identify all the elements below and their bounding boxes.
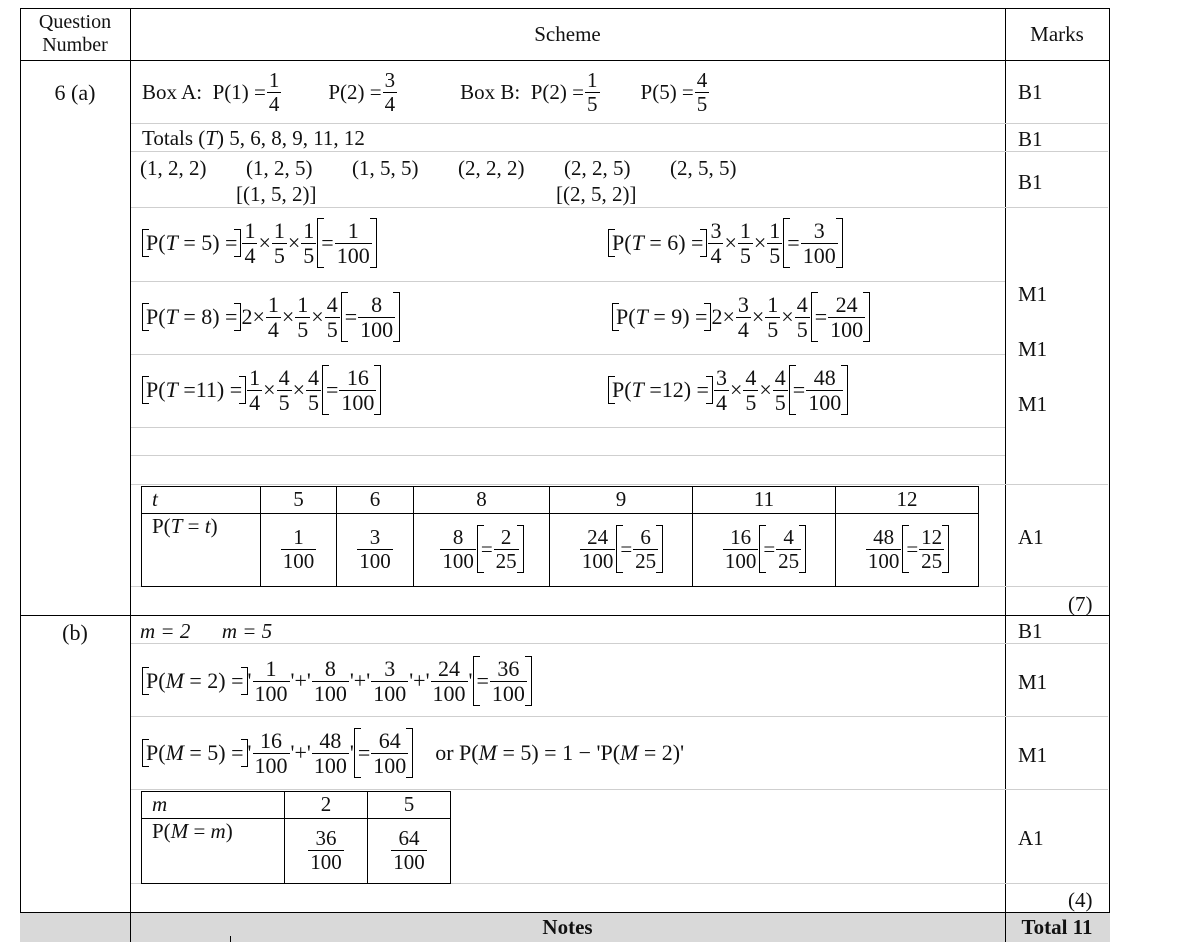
factor-fraction: $\frac{1}{4}$ [249, 365, 261, 415]
plus-sign: '+ [409, 668, 426, 693]
question-number-header: Question Number [38, 11, 112, 56]
quote: ' [306, 740, 311, 765]
times-sign: × [258, 230, 271, 255]
term-fraction: $\frac{16}{100}$ [254, 728, 288, 778]
simplified-fraction: $\frac{4}{25}$ [778, 525, 800, 573]
prob-prefix: 2× [241, 304, 265, 329]
table-border-right [1109, 8, 1110, 942]
table-cell: 5 [261, 487, 337, 514]
table-cell [414, 514, 550, 587]
plus-sign: '+ [290, 668, 307, 693]
factor-fraction: $\frac{1}{5}$ [273, 218, 285, 268]
simplified-fraction: $\frac{12}{25}$ [921, 525, 943, 573]
equals-sign: = [480, 536, 493, 561]
mark-a7: A1 [1018, 525, 1044, 549]
outcome-2: (1, 2, 5) [246, 156, 313, 180]
p2-fraction: $\frac{3}{4}$ [384, 68, 396, 116]
simplified-bracket [477, 525, 524, 572]
term-fraction: $\frac{24}{100}$ [432, 656, 466, 706]
mark-b1: B1 [1018, 619, 1043, 643]
simplified-bracket [616, 525, 663, 572]
factor-fraction: $\frac{4}{5}$ [774, 365, 786, 415]
pb2-fraction: $\frac{1}{5}$ [587, 68, 598, 116]
row-sep [131, 789, 1108, 790]
times-sign: × [311, 304, 324, 329]
prob-label-bracket [608, 229, 707, 257]
prob-line-1 [142, 210, 377, 276]
table-cell: 8 [414, 487, 550, 514]
p2-label: P(2) = [328, 79, 382, 104]
notes-bar-top [20, 912, 1110, 913]
table-cell: 2 [285, 792, 368, 819]
factor-fraction: $\frac{1}{5}$ [739, 218, 751, 268]
prob-fraction: $\frac{8}{100}$ [442, 525, 474, 573]
scheme-header: Scheme [534, 22, 601, 46]
simplified-fraction: $\frac{6}{25}$ [635, 525, 657, 573]
row-sep [131, 455, 1005, 456]
prob-fraction: $\frac{48}{100}$ [867, 525, 900, 573]
prob-label: P(T = 9) = [616, 304, 708, 329]
part-b-label: (b) [62, 620, 88, 645]
prob-fraction: $\frac{36}{100}$ [310, 826, 342, 874]
factor-fraction: $\frac{4}{5}$ [796, 292, 808, 342]
simplified-fraction: $\frac{2}{25}$ [495, 525, 517, 573]
table-cell: 9 [550, 487, 693, 514]
factor-fraction: $\frac{1}{5}$ [303, 218, 315, 268]
times-sign: × [263, 377, 276, 402]
mark-b4: A1 [1018, 826, 1044, 850]
factor-fraction: $\frac{4}{5}$ [278, 365, 290, 415]
outcome-5: (2, 2, 5) [564, 156, 631, 180]
mark-a2: B1 [1018, 127, 1043, 151]
prob-label: P(M = 2) = [146, 668, 244, 693]
prob-line-2 [608, 210, 843, 276]
equals-sign: = [321, 230, 334, 255]
row-sep [131, 123, 1108, 124]
table-divider-marks [1005, 8, 1006, 942]
quote: ' [425, 668, 430, 693]
plus-sign: '+ [290, 740, 307, 765]
result-bracket [783, 218, 842, 267]
row-sep [131, 643, 1108, 644]
mark-a4: M1 [1018, 282, 1048, 306]
table-header-cell: P(M = m) [142, 819, 285, 884]
result-bracket [811, 292, 870, 341]
box-a-label: Box A: [142, 79, 203, 104]
box-probabilities [142, 64, 710, 120]
equals-sign: = [357, 740, 371, 765]
distribution-table-m [141, 791, 451, 884]
mark-a1: B1 [1018, 80, 1043, 104]
prob-fraction: $\frac{16}{100}$ [724, 525, 757, 573]
times-sign: × [292, 377, 305, 402]
notes-label: Notes [542, 915, 593, 939]
times-sign: × [751, 304, 765, 329]
totals-line: Totals ( T ) 5, 6, 8, 9, 11, 12 [142, 126, 365, 150]
term-fraction: $\frac{48}{100}$ [313, 728, 347, 778]
equals-sign: = [325, 377, 339, 402]
prob-fraction: $\frac{3}{100}$ [359, 525, 391, 573]
total-marks: Total 11 [1021, 915, 1093, 939]
factor-fraction: $\frac{1}{4}$ [244, 218, 256, 268]
table-cell: 11 [693, 487, 836, 514]
table-cell [836, 514, 979, 587]
row-sep [131, 716, 1108, 717]
prob-line-4 [612, 284, 870, 350]
row-sep [131, 151, 1108, 152]
equals-sign: = [620, 536, 633, 561]
mark-a5: M1 [1018, 337, 1048, 361]
table-cell [550, 514, 693, 587]
pm2-line [142, 648, 532, 714]
equals-sign: = [792, 377, 806, 402]
row-sep [131, 354, 1005, 355]
result-fraction: $\frac{1}{100}$ [336, 218, 370, 268]
prob-label: P(T = 5) = [146, 230, 238, 255]
table-border-top [20, 8, 1110, 9]
simplified-bracket [759, 525, 806, 572]
table-divider-scheme [130, 8, 131, 942]
mark-b2: M1 [1018, 670, 1048, 694]
table-row [142, 514, 979, 587]
result-bracket [354, 728, 413, 777]
row-sep [131, 281, 1005, 282]
row-sep [131, 484, 1108, 485]
table-cell: 6 [337, 487, 414, 514]
table-cell: 12 [836, 487, 979, 514]
table-cell [261, 514, 337, 587]
quote: ' [366, 668, 371, 693]
prob-fraction: $\frac{64}{100}$ [393, 826, 425, 874]
mark-b3: M1 [1018, 743, 1048, 767]
equals-sign: = [814, 304, 828, 329]
equals-sign: = [906, 536, 919, 561]
simplified-bracket [902, 525, 949, 572]
pm5-line [142, 720, 684, 786]
factor-fraction: $\frac{4}{5}$ [745, 365, 757, 415]
prob-line-5 [142, 357, 381, 423]
times-sign: × [724, 230, 737, 255]
prob-fraction: $\frac{1}{100}$ [282, 525, 315, 573]
table-border-left [20, 8, 21, 942]
result-bracket [473, 656, 532, 705]
table-row [142, 487, 979, 514]
factor-fraction: $\frac{1}{5}$ [767, 292, 779, 342]
prob-label-bracket [612, 303, 711, 331]
plus-sign: ' [468, 668, 473, 693]
outcome-4: (2, 2, 2) [458, 156, 525, 180]
outcome-alt-2: [(2, 5, 2)] [556, 182, 637, 206]
p1-fraction: $\frac{1}{4}$ [268, 68, 280, 116]
result-fraction: $\frac{36}{100}$ [491, 656, 525, 706]
prob-label: P(T = 6) = [612, 230, 704, 255]
plus-sign: ' [349, 740, 354, 765]
table-cell [368, 819, 451, 884]
prob-label: P(T = 8) = [146, 304, 238, 329]
times-sign: × [281, 304, 295, 329]
factor-fraction: $\frac{4}{5}$ [307, 365, 319, 415]
prob-prefix: 2× [711, 304, 735, 329]
table-header-cell: m [142, 792, 285, 819]
table-cell [285, 819, 368, 884]
distribution-table-t [141, 486, 979, 587]
factor-fraction: $\frac{3}{4}$ [737, 292, 749, 342]
prob-label-bracket [142, 229, 241, 257]
marks-header: Marks [1030, 22, 1084, 46]
outcome-alt-1: [(1, 5, 2)] [236, 182, 317, 206]
mark-a3: B1 [1018, 170, 1043, 194]
result-fraction: $\frac{16}{100}$ [341, 365, 375, 415]
result-fraction: $\frac{24}{100}$ [830, 292, 864, 342]
factor-fraction: $\frac{4}{5}$ [326, 292, 338, 342]
result-bracket [341, 292, 400, 341]
factor-fraction: $\frac{3}{4}$ [715, 365, 727, 415]
prob-label: P(T =12) = [612, 377, 709, 402]
prob-label-bracket [142, 739, 248, 767]
result-bracket [789, 365, 848, 414]
result-fraction: $\frac{48}{100}$ [808, 365, 842, 415]
subtotal-a: (7) [1068, 592, 1093, 616]
table-cell [337, 514, 414, 587]
alternative-method: or P(M = 5) = 1 − 'P(M = 2)' [435, 740, 685, 765]
m-values: m = 2 m = 5 [140, 619, 273, 643]
quote: ' [247, 668, 252, 693]
times-sign: × [729, 377, 743, 402]
part-a-label: 6 (a) [54, 80, 96, 105]
table-header-cell: P(T = t) [142, 514, 261, 587]
plus-sign: '+ [349, 668, 367, 693]
part-divider [20, 615, 1110, 616]
times-sign: × [287, 230, 301, 255]
result-bracket [317, 218, 376, 267]
header-rule [20, 60, 1110, 61]
result-fraction: $\frac{8}{100}$ [360, 292, 394, 342]
pb5-label: P(5) = [640, 79, 694, 104]
times-sign: × [759, 377, 772, 402]
term-fraction: $\frac{1}{100}$ [254, 656, 288, 706]
pb5-fraction: $\frac{4}{5}$ [696, 68, 708, 116]
result-fraction: $\frac{64}{100}$ [373, 728, 407, 778]
quote: ' [306, 668, 311, 693]
prob-label: P(T =11) = [146, 377, 243, 402]
term-fraction: $\frac{8}{100}$ [313, 656, 347, 706]
prob-label-bracket [142, 667, 248, 695]
table-row [142, 792, 451, 819]
prob-label-bracket [142, 303, 241, 331]
table-header-cell: t [142, 487, 261, 514]
p1-label: P(1) = [212, 79, 266, 104]
equals-sign: = [787, 230, 800, 255]
prob-label-bracket [142, 376, 246, 404]
row-sep [131, 207, 1108, 208]
result-bracket [322, 365, 381, 414]
mark-a6: M1 [1018, 392, 1048, 416]
pb2-label: P(2) = [530, 79, 585, 104]
prob-label-bracket [608, 376, 713, 404]
table-row [142, 819, 451, 884]
table-cell [693, 514, 836, 587]
equals-sign: = [476, 668, 489, 693]
factor-fraction: $\frac{1}{4}$ [267, 292, 279, 342]
equals-sign: = [344, 304, 358, 329]
prob-line-6 [608, 357, 848, 423]
factor-fraction: $\frac{1}{5}$ [769, 218, 781, 268]
row-sep [131, 427, 1005, 428]
factor-fraction: $\frac{1}{5}$ [297, 292, 309, 342]
prob-line-3 [142, 284, 400, 350]
quote: ' [247, 740, 252, 765]
term-fraction: $\frac{3}{100}$ [373, 656, 407, 706]
box-b-label: Box B: [460, 79, 521, 104]
factor-fraction: $\frac{3}{4}$ [710, 218, 722, 268]
result-fraction: $\frac{3}{100}$ [802, 218, 836, 268]
outcome-1: (1, 2, 2) [140, 156, 207, 180]
outcome-3: (1, 5, 5) [352, 156, 419, 180]
times-sign: × [781, 304, 794, 329]
subtotal-b: (4) [1068, 888, 1093, 912]
notes-tick [230, 936, 231, 942]
prob-fraction: $\frac{24}{100}$ [581, 525, 614, 573]
outcome-6: (2, 5, 5) [670, 156, 737, 180]
times-sign: × [753, 230, 767, 255]
equals-sign: = [763, 536, 776, 561]
table-cell: 5 [368, 792, 451, 819]
prob-label: P(M = 5) = [146, 740, 244, 765]
